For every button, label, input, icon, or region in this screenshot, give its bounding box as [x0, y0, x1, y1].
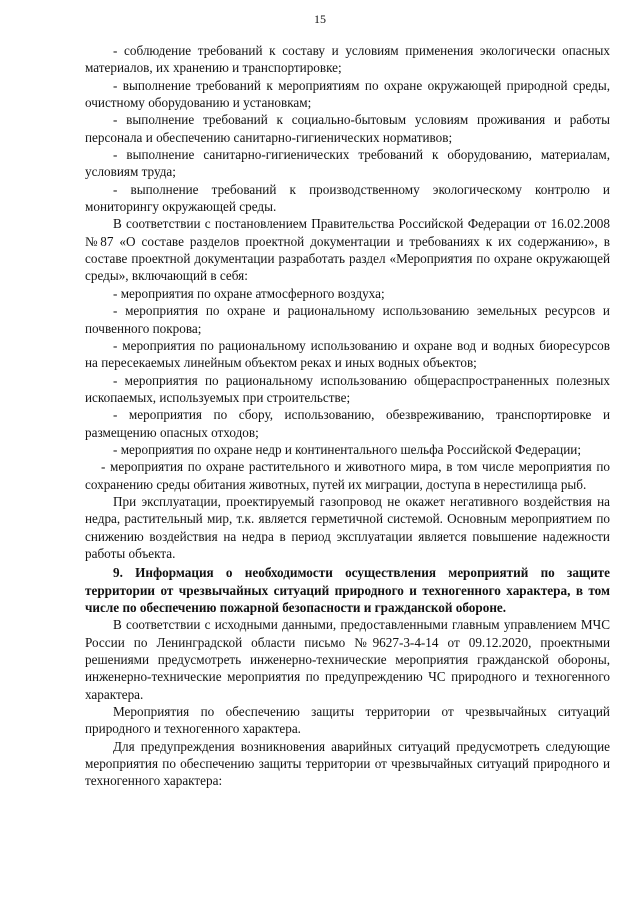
- list-item: - мероприятия по рациональному использованию общераспространенных полезных ископаемых, используемых при строительстве;: [85, 372, 610, 405]
- list-item: - мероприятия по охране растительного и животного мира, в том числе мероприятия по сохранению среды обитания животных, путей их миграции, доступа в нерестилища рыб.: [85, 459, 610, 492]
- body-paragraph: В соответствии с исходными данными, предоставленными главным управлением МЧС России по Ленинградской области письмо №9627-3-4-14 от 09.12.2020, проектными решениями предусмотреть инженерно-технические мероприятия гражданской обороны, инженерно-технические мероприятия по предупреждению ЧС природного и техногенного характера.: [85, 617, 610, 702]
- page-number: 15: [314, 12, 326, 26]
- list-item: - выполнение требований к производственному экологическому контролю и мониторингу окружающей среды.: [85, 181, 610, 215]
- body-paragraph: В соответствии с постановлением Правительства Российской Федерации от 16.02.2008 №87 «О составе разделов проектной документации и требованиях к их содержанию», в составе проектной документации разработать раздел «Мероприятия по охране окружающей среды», включающий в себя:: [85, 216, 610, 284]
- list-item: - мероприятия по сбору, использованию, обезвреживанию, транспортировке и размещению опасных отходов;: [85, 407, 610, 440]
- list-item: - выполнение санитарно-гигиенических требований к оборудованию, материалам, условиям труда;: [85, 147, 610, 180]
- body-paragraph: При эксплуатации, проектируемый газопровод не окажет негативного воздействия на недра, растительный мир, т.к. является герметичной системой. Основным мероприятием по снижению воздействия на недра в период эксплуатации является повышение надежности работы объекта.: [85, 493, 610, 561]
- body-paragraph: Для предупреждения возникновения аварийных ситуаций предусмотреть следующие мероприятия по обеспечению защиты территории от чрезвычайных ситуаций природного и техногенного характера:: [85, 738, 610, 789]
- list-item: - соблюдение требований к составу и условиям применения экологически опасных материалов, их хранению и транспортировке;: [85, 43, 610, 76]
- list-item: - мероприятия по охране недр и континентального шельфа Российской Федерации;: [113, 441, 581, 457]
- page-content: [85, 42, 610, 790]
- list-item: - мероприятия по рациональному использованию и охране вод и водных биоресурсов на пересекаемых линейным объектом реках и иных водных объектов;: [85, 337, 610, 371]
- section-heading: 9. Информация о необходимости осуществления мероприятий по защите территории от чрезвычайных ситуаций природного и техногенного характера, в том числе по обеспечению пожарной безопасности и гражданской обороне.: [85, 565, 610, 615]
- list-item: - мероприятия по охране атмосферного воздуха;: [113, 285, 385, 301]
- body-paragraph: Мероприятия по обеспечению защиты территории от чрезвычайных ситуаций природного и техногенного характера.: [85, 704, 610, 737]
- list-item: - выполнение требований к социально-бытовым условиям проживания и работы персонала и обеспечению санитарно-гигиенических нормативов;: [85, 112, 610, 145]
- list-item: - выполнение требований к мероприятиям по охране окружающей природной среды, очистному оборудованию и установкам;: [85, 77, 610, 111]
- list-item: - мероприятия по охране и рациональному использованию земельных ресурсов и почвенного покрова;: [85, 303, 610, 336]
